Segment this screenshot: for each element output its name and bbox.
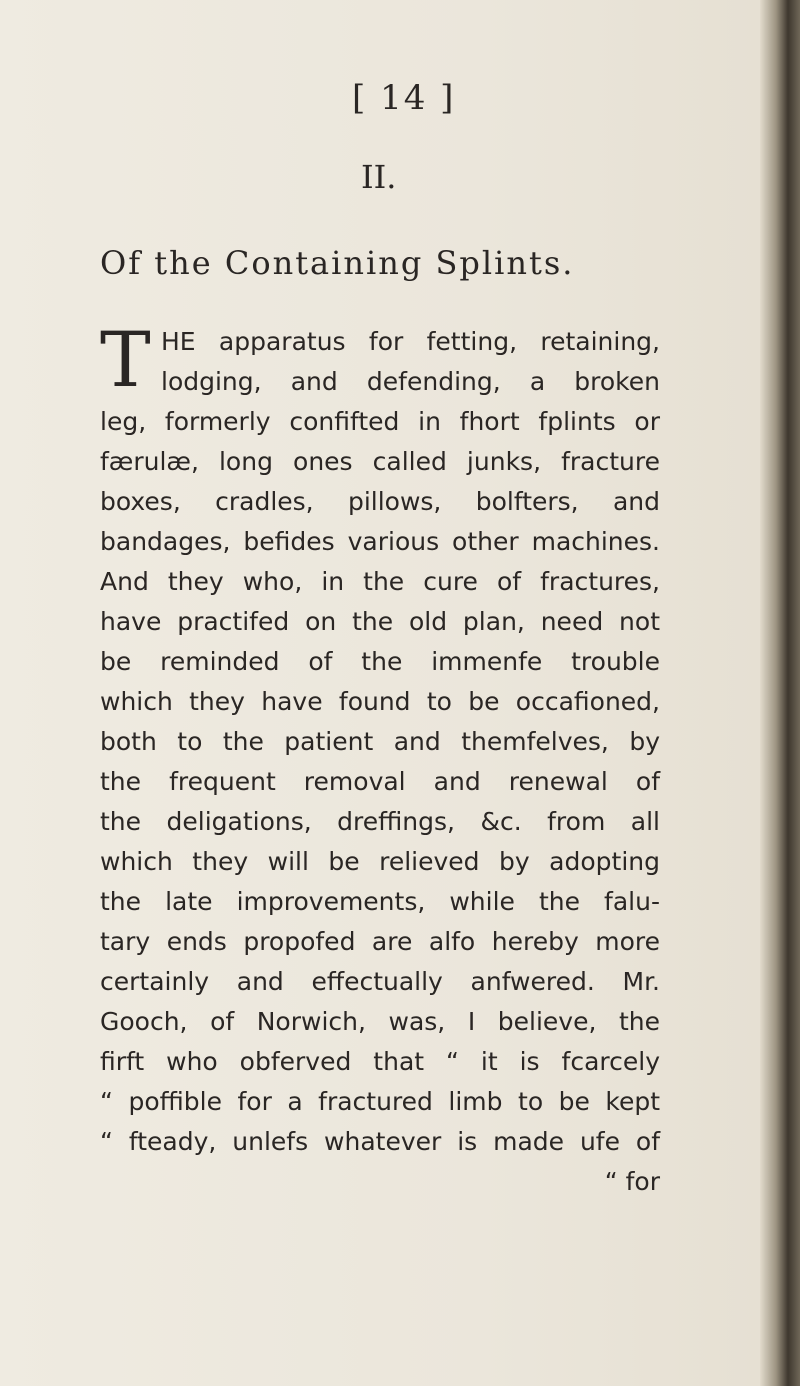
text-line: which they have found to be occafioned, (100, 687, 660, 716)
text-line: “ fteady, unlefs whatever is made ufe of (100, 1127, 660, 1156)
text-line: both to the patient and themfelves, by (100, 727, 660, 756)
text-line: the late improvements, while the falu- (100, 887, 660, 916)
text-line: “ poffible for a fractured limb to be kept (100, 1087, 660, 1116)
drop-cap: T (100, 315, 151, 404)
page-edge (760, 0, 800, 1386)
text-line: leg, formerly confifted in fhort fplints or (100, 407, 660, 436)
catchword: “ for (604, 1167, 660, 1196)
text-line: the deligations, dreffings, &c. from all (100, 807, 660, 836)
text-line: lodging, and defending, a broken (161, 367, 660, 396)
text-line: certainly and effectually anfwered. Mr. (100, 967, 660, 996)
section-heading: Of the Containing Splints. (100, 244, 575, 282)
section-number: II. (361, 158, 397, 196)
page-number: [ 14 ] (352, 78, 456, 118)
text-line: be reminded of the immenfe trouble (100, 647, 660, 676)
text-line: the frequent removal and renewal of (100, 767, 660, 796)
text-line: And they who, in the cure of fractures, (100, 567, 660, 596)
text-line: boxes, cradles, pillows, bolfters, and (100, 487, 660, 516)
text-line: which they will be relieved by adopting (100, 847, 660, 876)
text-line: firft who obferved that “ it is fcarcely (100, 1047, 660, 1076)
text-line: have practifed on the old plan, need not (100, 607, 660, 636)
text-line: HE apparatus for fetting, retaining, (161, 327, 660, 356)
text-line: bandages, befides various other machines. (100, 527, 660, 556)
text-line: Gooch, of Norwich, was, I believe, the (100, 1007, 660, 1036)
text-line: færulæ, long ones called junks, fracture (100, 447, 660, 476)
text-line: tary ends propofed are alfo hereby more (100, 927, 660, 956)
